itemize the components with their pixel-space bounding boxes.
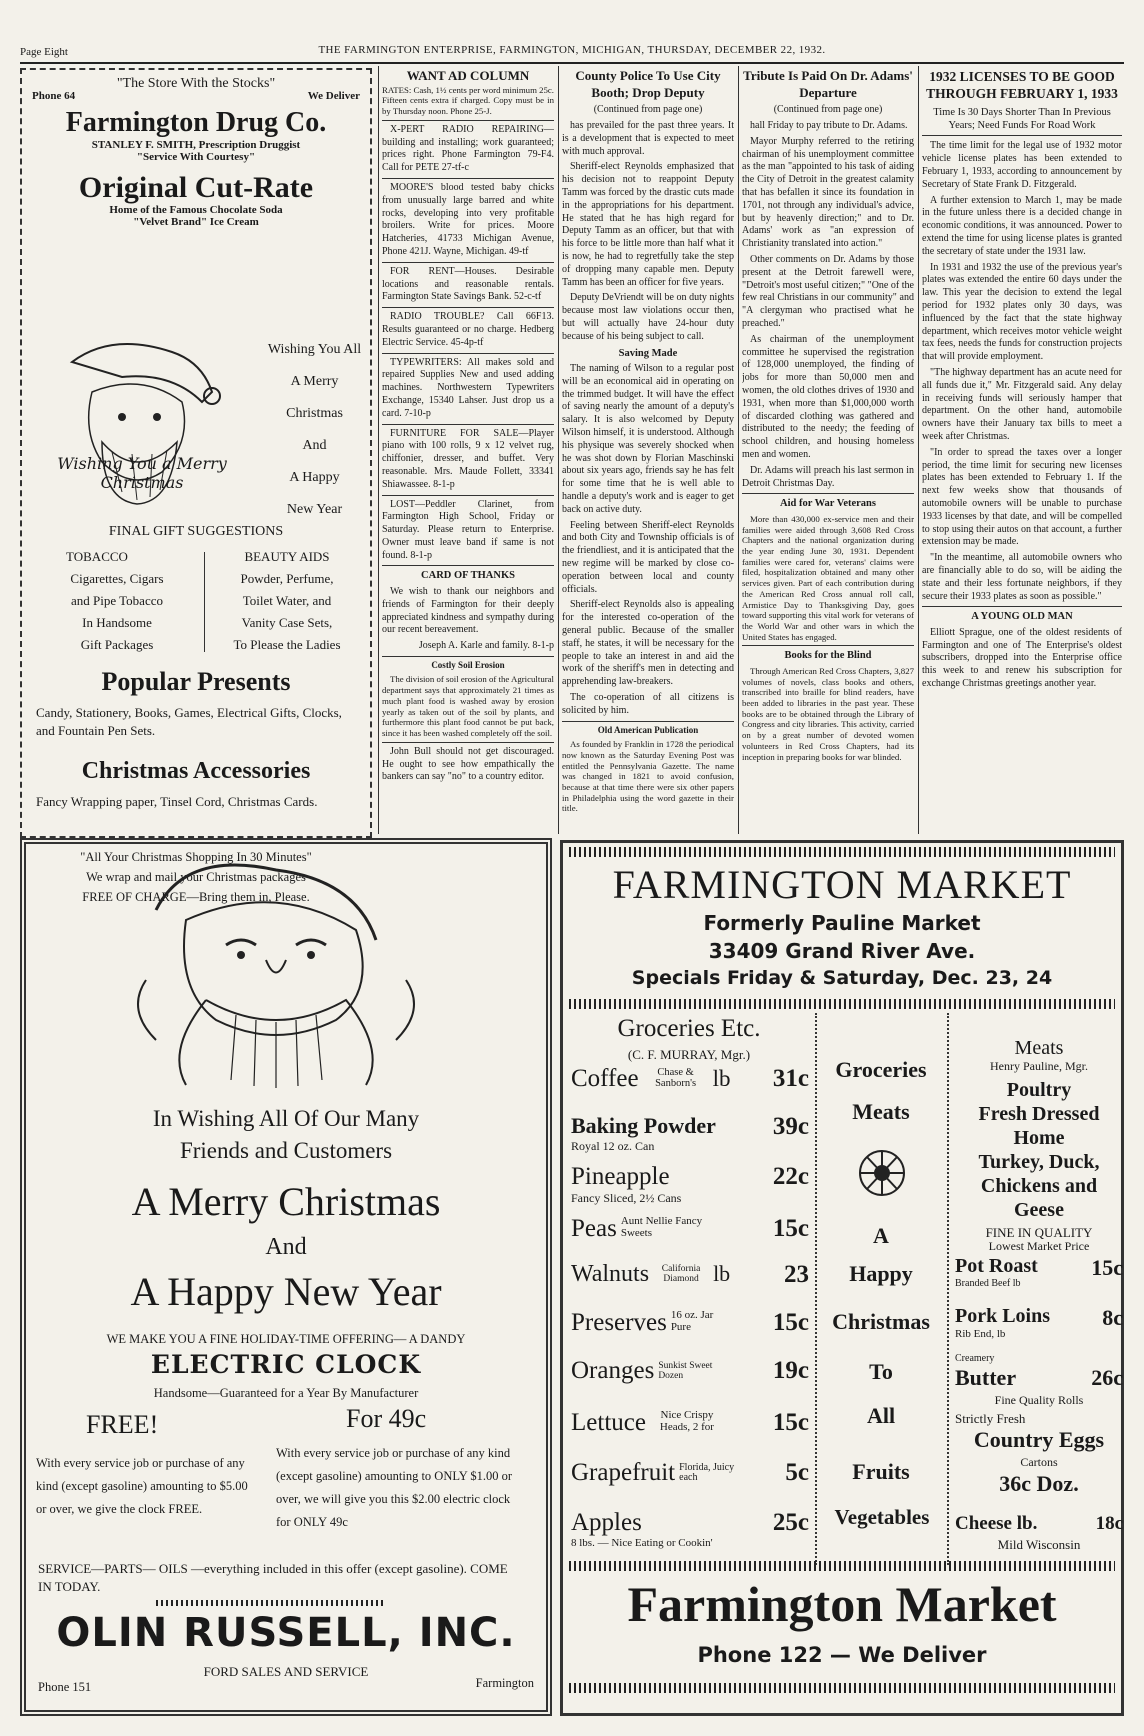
licenses-article — [922, 68, 1122, 834]
christmas-accessories: Christmas Accessories — [81, 758, 311, 784]
groceries-manager: (C. F. MURRAY, Mgr.) — [627, 1047, 751, 1062]
soil-erosion-title: Costly Soil Erosion — [431, 659, 505, 670]
item-price: 22c — [772, 1163, 809, 1190]
drug-tagline: "The Store With the Stocks" — [116, 76, 276, 91]
pot-roast-note: Branded Beef lb — [955, 1278, 1021, 1289]
item-name: Grapefruit — [571, 1459, 676, 1486]
quality-line: FINE IN QUALITY — [985, 1225, 1093, 1240]
item-note: Fancy Sliced, 2½ Cans — [571, 1191, 682, 1205]
drug-motto: "Service With Courtesy" — [136, 150, 256, 163]
blind-books-text: Through American Red Cross Chapters, 3,827 volumes of novels, class books and others, transcribed into braille for blind readers, have been added to libraries in the past year. These books are to be obtained through the Library of Congress and city libraries. This activity, carried on by a great number of devoted women volunteers in Red Cross Chapters, had its inception in preparing books for war blinded. — [742, 665, 914, 762]
beauty-line: Toilet Water, and — [242, 593, 332, 608]
price-row — [571, 1163, 809, 1206]
item-note: 8 lbs. — Nice Eating or Cookin' — [571, 1537, 713, 1549]
police-paragraph: Sheriff-elect Reynolds emphasized that his decision not to reappoint Deputy Tamm was forced by the drastic cuts made in the appropriations for his department. He stated that he has high regard for Deputy Tamm as an officer, but that with his force to be little more than half what it is now, he had to regretfully take the step of dropping many capable men. Deputy Tamm has been an officer for five years. — [562, 161, 734, 288]
pork-loins-label: Pork Loins — [955, 1305, 1051, 1327]
item-note: Nice Crispy Heads, 2 for — [659, 1409, 714, 1433]
middle-word: All — [866, 1403, 896, 1428]
licenses-paragraph: "The highway department has an acute need for all funds due it," Mr. Fitzgerald said. Any delay in receiving funds will seriously hamper that department. On the other hand, automobile owners have their January tax bills to meet a week after Christmas. — [922, 366, 1122, 442]
tribute-paragraph: Dr. Adams will preach his last sermon in Detroit Christmas Day. — [742, 465, 914, 495]
item-price: 25c — [772, 1509, 809, 1536]
drug-phone: Phone 64 — [32, 90, 76, 102]
olin-phone: Phone 151 — [38, 1680, 92, 1694]
santa-icon — [52, 332, 232, 522]
drug-headline: Original Cut-Rate — [78, 170, 314, 204]
drug-name: Farmington Drug Co. — [65, 107, 327, 138]
butter-label: Butter — [955, 1365, 1017, 1390]
item-name: Walnuts — [571, 1261, 650, 1287]
item-note: Chase & Sanborn's — [655, 1066, 697, 1089]
item-name: Baking Powder — [571, 1113, 716, 1138]
olin-guarantee: Handsome—Guaranteed for a Year By Manufacturer — [153, 1386, 419, 1400]
item-price: 15c — [772, 1309, 809, 1336]
santa-face-icon — [126, 850, 426, 1090]
groceries-heading: Groceries Etc. — [617, 1015, 761, 1042]
tobacco-line: Gift Packages — [80, 637, 154, 652]
item-name: Oranges — [571, 1357, 655, 1384]
wish-line: Christmas — [286, 406, 343, 421]
olin-free: FREE! — [86, 1410, 159, 1439]
decorative-rule — [569, 847, 1115, 857]
wish-line: New Year — [286, 502, 343, 517]
pork-loins — [955, 1305, 1123, 1340]
police-paragraph: has prevailed for the past three years. It is a development that is expected to meet with much approval. — [562, 120, 734, 157]
olin-new-year: A Happy New Year — [130, 1269, 442, 1314]
column-rule — [738, 66, 739, 834]
decorative-rule — [569, 1683, 1115, 1693]
tribute-headline: Tribute Is Paid On Dr. Adams' Departure — [743, 68, 913, 100]
poultry-line: Geese — [1014, 1199, 1064, 1221]
shop-line-1: "All Your Christmas Shopping In 30 Minutes" — [80, 850, 312, 864]
popular-text: Candy, Stationery, Books, Games, Electrical Gifts, Clocks, and Fountain Pen Sets. — [36, 705, 342, 738]
drug-sub1: Home of the Famous Chocolate Soda — [109, 203, 283, 216]
price-row — [571, 1065, 809, 1093]
want-ad: X-PERT RADIO REPAIRING—building and installing; work guaranteed; prices right. Phone Farmington 79-F4. Call for PETE 27-tf-c — [382, 124, 554, 179]
wish-list — [247, 334, 382, 526]
want-ad: MOORE'S blood tested baby chicks from unusually large barred and white rocks, developing into very profitable broilers. Write for prices. Moore Hatcheries, 41733 Michigan Avenue, Phone 421J. Wayne, Michigan. 49-tf — [382, 182, 554, 263]
poultry-line: Turkey, Duck, — [978, 1151, 1100, 1173]
veterans-title: Aid for War Veterans — [780, 498, 876, 510]
licenses-deck: Time Is 30 Days Shorter Than In Previous Years; Need Funds For Road Work — [922, 103, 1122, 137]
beauty-list — [212, 546, 362, 656]
drug-owner: STANLEY F. SMITH, Prescription Druggist — [91, 138, 301, 151]
want-ad: TYPEWRITERS: All makes sold and repaired Supplies New and used adding machines. Northwestern Typewriters Exchange, 15340 Lahser. Just drop us a card. 7-10-p — [382, 357, 554, 425]
olin-free-text: With every service job or purchase of any kind (except gasoline) amounting to $5.00 or over, we give the clock FREE. — [36, 1456, 248, 1516]
want-ad: RADIO TROUBLE? Call 66F13. Results guaranteed or no charge. Hedberg Electric Service. 45-4p-tf — [382, 311, 554, 353]
publication-title: Old American Publication — [597, 724, 699, 735]
item-note: 16 oz. Jar Pure — [670, 1309, 714, 1333]
santa-illustration — [52, 332, 232, 522]
cheese-note: Mild Wisconsin — [997, 1537, 1081, 1552]
meats-manager: Henry Pauline, Mgr. — [990, 1059, 1088, 1073]
card-of-thanks-text: We wish to thank our neighbors and friends of Farmington for their deeply appreciated kindness and sympathy during our recent bereavement. — [382, 585, 554, 636]
column-divider — [947, 1013, 949, 1565]
gift-divider — [204, 552, 205, 652]
santa-caption: Wishing You a Merry Christmas — [57, 454, 227, 493]
item-price: 19c — [772, 1357, 809, 1384]
middle-word: Fruits — [852, 1459, 910, 1484]
shop-line-2: We wrap and mail your Christmas packages — [86, 870, 306, 884]
pork-loins-price: 8c — [1102, 1305, 1123, 1330]
want-ad-column — [382, 68, 554, 834]
olin-merry-christmas: A Merry Christmas — [131, 1179, 441, 1224]
farmington-market-ad — [560, 840, 1124, 1716]
price-row — [571, 1215, 809, 1243]
item-price: 39c — [772, 1113, 809, 1140]
cheese-label: Cheese lb. — [955, 1513, 1038, 1534]
middle-word: Happy — [849, 1261, 913, 1286]
police-paragraph: Feeling between Sheriff-elect Reynolds and both City and Township officials is of the friendliest, and it is anticipated that the new regime will be marked by close co-operation between local and county officials. — [562, 519, 734, 595]
licenses-paragraph: In 1931 and 1932 the use of the previous year's plates was extended the entire 60 days under the law. This year the decision to extend the legal period for 1932 plates only 30 days, was influenced by the fact that the state highway department, which receives motor vehicle weight tax fees, needs the funds for construction projects that will provide employment. — [922, 261, 1122, 363]
middle-word: Groceries — [835, 1057, 927, 1082]
item-note: Royal 12 oz. Can — [571, 1139, 655, 1153]
john-bull-text: John Bull should not get discouraged. He ought to see how empathically the bankers can say "no" to a country editor. — [382, 742, 554, 784]
poultry-line: Home — [1013, 1127, 1065, 1149]
item-name: Apples — [571, 1509, 642, 1536]
market-formerly: Formerly Pauline Market — [703, 911, 981, 935]
soil-erosion-text: The division of soil erosion of the Agricultural department says that approximately 21 times as much plant food is washed away by erosion yearly as taken out of the soil by plants, and furthermore this plant food cannot be put back, since it has been washed completely off the soil. — [382, 674, 554, 739]
poultry-line: Poultry — [1006, 1079, 1072, 1101]
price-row — [571, 1509, 809, 1549]
beauty-line: Powder, Perfume, — [240, 571, 334, 586]
blind-books-title: Books for the Blind — [784, 650, 872, 662]
market-specials: Specials Friday & Saturday, Dec. 23, 24 — [631, 967, 1053, 989]
tribute-paragraph: As chairman of the unemployment committee he supervised the registration of 128,000 unemployed, the finding of jobs for more than 50,000 men and women, the old clothes drives of 1930 and 1931, when more than $1,000,000 worth of discarded clothing was gathered and distributed to the needy; the feeding of school children, and housing homeless men and women. — [742, 333, 914, 460]
item-name: Peas — [571, 1215, 617, 1242]
lowest-price: Lowest Market Price — [988, 1239, 1090, 1253]
final-gift-heading: FINAL GIFT SUGGESTIONS — [108, 524, 284, 539]
card-of-thanks-signature: Joseph A. Karle and family. 8-1-p — [382, 640, 554, 657]
olin-service: SERVICE—PARTS— OILS —everything included in this offer (except gasoline). COME IN TODAY. — [38, 1561, 508, 1594]
want-ad-rates: RATES: Cash, 1½ cents per word minimum 25c. Fifteen cents extra if charged. Copy must be in by Thursday noon. Phone 25-J. — [382, 85, 554, 121]
olin-for-49: For 49c — [346, 1404, 427, 1433]
licenses-paragraph: "In order to spread the taxes over a longer period, the time limit for securing new licenses plates has been extended to February 1. If the next few weeks show that thousands of automobile owners will be unable to purchase 1933 licenses by that date, and will be compelled to stop using their autos on that account, a further extension may be made. — [922, 446, 1122, 548]
olin-russell-name: OLIN RUSSELL, INC. — [56, 1610, 516, 1656]
pot-roast-price: 15c — [1091, 1255, 1123, 1280]
olin-town: Farmington — [475, 1676, 534, 1690]
olin-russell-ad — [20, 838, 552, 1716]
drug-sub2: "Velvet Brand" Ice Cream — [133, 215, 259, 228]
poultry-line: Fresh Dressed — [978, 1103, 1100, 1125]
meats-heading: Meats — [1014, 1037, 1064, 1059]
item-note: Florida, Juicy each — [679, 1461, 735, 1483]
price-row — [571, 1309, 809, 1337]
cheese — [955, 1513, 1123, 1535]
middle-word: Meats — [852, 1099, 910, 1124]
young-old-man-title: A YOUNG OLD MAN — [971, 611, 1073, 623]
licenses-paragraph: The time limit for the legal use of 1932 motor vehicle license plates has been extended to February 1, 1933, according to announcement by Secretary of State Frank D. Fitzgerald. — [922, 140, 1122, 190]
item-price: 31c — [772, 1065, 809, 1092]
tobacco-heading: TOBACCO — [66, 549, 128, 564]
olin-offer: WE MAKE YOU A FINE HOLIDAY-TIME OFFERING— A DANDY — [106, 1332, 466, 1346]
police-article — [562, 68, 734, 834]
market-name: FARMINGTON MARKET — [612, 862, 1072, 907]
middle-word: To — [869, 1359, 893, 1384]
want-ad: FOR RENT—Houses. Desirable locations and reasonable rentals. Farmington State Savings Bank. 52-c-tf — [382, 266, 554, 308]
column-rule — [378, 66, 379, 834]
country-eggs: Country Eggs — [973, 1427, 1105, 1452]
tribute-article — [742, 68, 914, 834]
strictly-fresh: Strictly Fresh — [955, 1411, 1026, 1426]
item-note: Sunkist Sweet Dozen — [658, 1361, 713, 1381]
police-headline: County Police To Use City Booth; Drop Deputy — [575, 68, 721, 100]
accessories-text: Fancy Wrapping paper, Tinsel Cord, Christmas Cards. — [36, 794, 318, 809]
police-continued: (Continued from page one) — [593, 104, 703, 116]
eggs-price: 36c Doz. — [999, 1471, 1079, 1496]
middle-word: A — [873, 1223, 889, 1248]
masthead-title: THE FARMINGTON ENTERPRISE, FARMINGTON, MICHIGAN, THURSDAY, DECEMBER 22, 1932. — [318, 44, 826, 56]
ornament-icon — [857, 1143, 907, 1203]
beauty-line: Vanity Case Sets, — [241, 615, 333, 630]
market-footer-name: Farmington Market — [627, 1576, 1057, 1632]
wish-line: Wishing You All — [267, 342, 362, 357]
tobacco-line: In Handsome — [82, 615, 152, 630]
column-rule — [918, 66, 919, 834]
pork-loins-note: Rib End, lb — [955, 1328, 1006, 1340]
market-address: 33409 Grand River Ave. — [708, 939, 976, 963]
item-price: 15c — [772, 1215, 809, 1242]
price-row — [571, 1113, 809, 1154]
item-name: Pineapple — [571, 1163, 670, 1190]
item-name: Lettuce — [571, 1409, 646, 1436]
masthead — [20, 42, 1124, 60]
police-paragraph: The co-operation of all citizens is solicited by him. — [562, 692, 734, 722]
olin-wish-2: Friends and Customers — [179, 1138, 393, 1163]
police-subhead: Saving Made — [618, 347, 678, 359]
beauty-heading: BEAUTY AIDS — [244, 549, 330, 564]
wish-line: A Merry — [290, 374, 339, 389]
price-row — [571, 1261, 809, 1289]
tribute-paragraph: Mayor Murphy referred to the retiring chairman of his unemployment committee as the man "appointed to his task of aiding the City of Detroit in the greatest calamity that has befallen it since its foundation in 1701, not through any individual's advice, but by heavenly direction;" and to Dr. Adams' work as "an expression of Christianity translated into action." — [742, 135, 914, 250]
tobacco-line: Cigarettes, Cigars — [70, 571, 164, 586]
item-unit: lb — [712, 1066, 731, 1091]
drug-deliver: We Deliver — [307, 90, 360, 102]
card-of-thanks-title: CARD OF THANKS — [421, 570, 515, 582]
tribute-paragraph: hall Friday to pay tribute to Dr. Adams. — [750, 120, 908, 132]
drug-co-ad — [20, 68, 372, 904]
olin-ford: FORD SALES AND SERVICE — [203, 1664, 369, 1679]
decorative-rule — [569, 999, 1115, 1009]
tribute-continued: (Continued from page one) — [773, 104, 883, 116]
price-row — [571, 1357, 809, 1385]
butter-price: 26c — [1091, 1365, 1123, 1390]
popular-presents: Popular Presents — [101, 667, 291, 696]
tobacco-line: and Pipe Tobacco — [71, 593, 163, 608]
shop-line-3: FREE OF CHARGE—Bring them in, Please. — [82, 890, 310, 904]
page-number: Page Eight — [20, 46, 68, 58]
pot-roast-label: Pot Roast — [955, 1255, 1038, 1277]
item-unit: lb — [713, 1261, 731, 1286]
olin-49-text: With every service job or purchase of any kind (except gasoline) amounting to ONLY $1.00 or over, we will give you this $2.00 electric clock for ONLY 49c — [276, 1446, 513, 1529]
licenses-paragraph: A further extension to March 1, may be made in the future unless there is a decided change in economic conditions, it was announced. Power to extend the time for using license plates is granted the secretary of state under the 1931 law. — [922, 194, 1122, 257]
item-price: 23 — [784, 1261, 809, 1288]
poultry-line: Chickens and — [980, 1175, 1098, 1197]
item-note: Aunt Nellie Fancy Sweets — [620, 1215, 703, 1239]
column-divider — [815, 1013, 817, 1565]
tribute-paragraph: Other comments on Dr. Adams by those present at the Detroit farewell were, "Detroit's most useful citizen;" "One of the few real Christians in our community" and "A clergyman who practised what he preached." — [742, 254, 914, 329]
price-row — [571, 1459, 809, 1487]
cheese-price: 18c — [1095, 1513, 1123, 1534]
market-phone: Phone 122 — We Deliver — [697, 1643, 987, 1667]
column-rule — [558, 66, 559, 834]
wish-line: A Happy — [289, 470, 340, 485]
young-old-man-text: Elliott Sprague, one of the oldest residents of Farmington and one of The Enterprise's oldest subscribers, dropped into the Enterprise office this week to and renew his subscription for exchange Christmas greetings another year. — [922, 626, 1122, 689]
butter-note: Fine Quality Rolls — [994, 1393, 1084, 1407]
item-price: 5c — [785, 1459, 809, 1486]
creamery-label: Creamery — [955, 1353, 995, 1364]
olin-wish-1: In Wishing All Of Our Many — [152, 1106, 420, 1131]
licenses-paragraph: "In the meantime, all automobile owners who are financially able to do so, will be aiding the state and their less fortunate neighbors, if they secure their 1933 plates as soon as possible." — [922, 552, 1122, 607]
licenses-headline: 1932 LICENSES TO BE GOOD THROUGH FEBRUARY 1, 1933 — [926, 69, 1118, 102]
wish-line: And — [302, 438, 327, 453]
pot-roast — [955, 1255, 1123, 1289]
decorative-rule — [569, 1561, 1115, 1571]
middle-word: Christmas — [832, 1309, 930, 1334]
police-paragraph: Deputy DeVriendt will be on duty nights because most law violations occur then, but will actually have 24-hour duty because of his being subject to call. — [562, 292, 734, 342]
police-paragraph: The naming of Wilson to a regular post will be an economical aid in operating on the trimmed budget. It will have the effect of saving nearly the amount of a deputy's salary. It is also welcomed by Deputy Wilson himself, it is understood. Although his physique was severely shocked when he was shot down by Florian Maschinski about six years ago, friends say he has felt for some time that he is well able to handle a deputy's work and is eager to get back on active duty. — [562, 363, 734, 515]
middle-word: Vegetables — [834, 1505, 930, 1529]
item-note: California Diamond — [661, 1264, 701, 1284]
item-price: 15c — [772, 1409, 809, 1436]
want-ad-title: WANT AD COLUMN — [406, 68, 530, 83]
want-ad: LOST—Peddler Clarinet, from Farmington High School, Friday or Saturday. Please return to Enterprise. Owner must leave band if same is not found. 8-1-p — [382, 499, 554, 567]
tobacco-list — [42, 546, 192, 656]
olin-and: And — [265, 1234, 307, 1260]
police-paragraph: Sheriff-elect Reynolds also is appealing for the interested co-operation of the general public. Because of the smaller staff, he states, it will be necessary for the people to take an interest in and aid the work of the sheriff's men in detecting and apprehending law-breakers. — [562, 599, 734, 688]
beauty-line: To Please the Ladies — [233, 637, 341, 652]
veterans-text: More than 430,000 ex-service men and their families were aided through 3,608 Red Cross Chapters and the national organization during the year ending June 30, 1931. Dependent families were cared for, veterans' claims were filed, hospitalization obtained and many other services given. Part of each contribution during the American Red Cross annual roll call, Armistice Day to Thanksgiving Day, goes toward supporting this vital work for veterans of the World War and other wars in which the United States has engaged. — [742, 514, 914, 647]
olin-electric-clock: ELECTRIC CLOCK — [150, 1350, 422, 1379]
price-row — [571, 1409, 809, 1437]
item-name: Preserves — [571, 1309, 667, 1336]
masthead-rule — [20, 62, 1124, 64]
want-ad: FURNITURE FOR SALE—Player piano with 100 rolls, 9 x 12 velvet rug, chiffonier, dresser, and buffet. Very reasonable. Mrs. Maude Follett, 33341 Shiawassee. 8-1-p — [382, 428, 554, 496]
eggs-cartons: Cartons — [1020, 1455, 1058, 1469]
butter — [955, 1365, 1123, 1391]
publication-text: As founded by Franklin in 1728 the periodical now known as the Saturday Evening Post was entitled the Pennsylvania Gazette. The name was changed in 1821 to avoid confusion, because at that time there were six other papers in Philadelphia using the word gazette in their title. — [562, 739, 734, 814]
item-name: Coffee — [571, 1065, 639, 1092]
decorative-rule — [156, 1600, 386, 1606]
